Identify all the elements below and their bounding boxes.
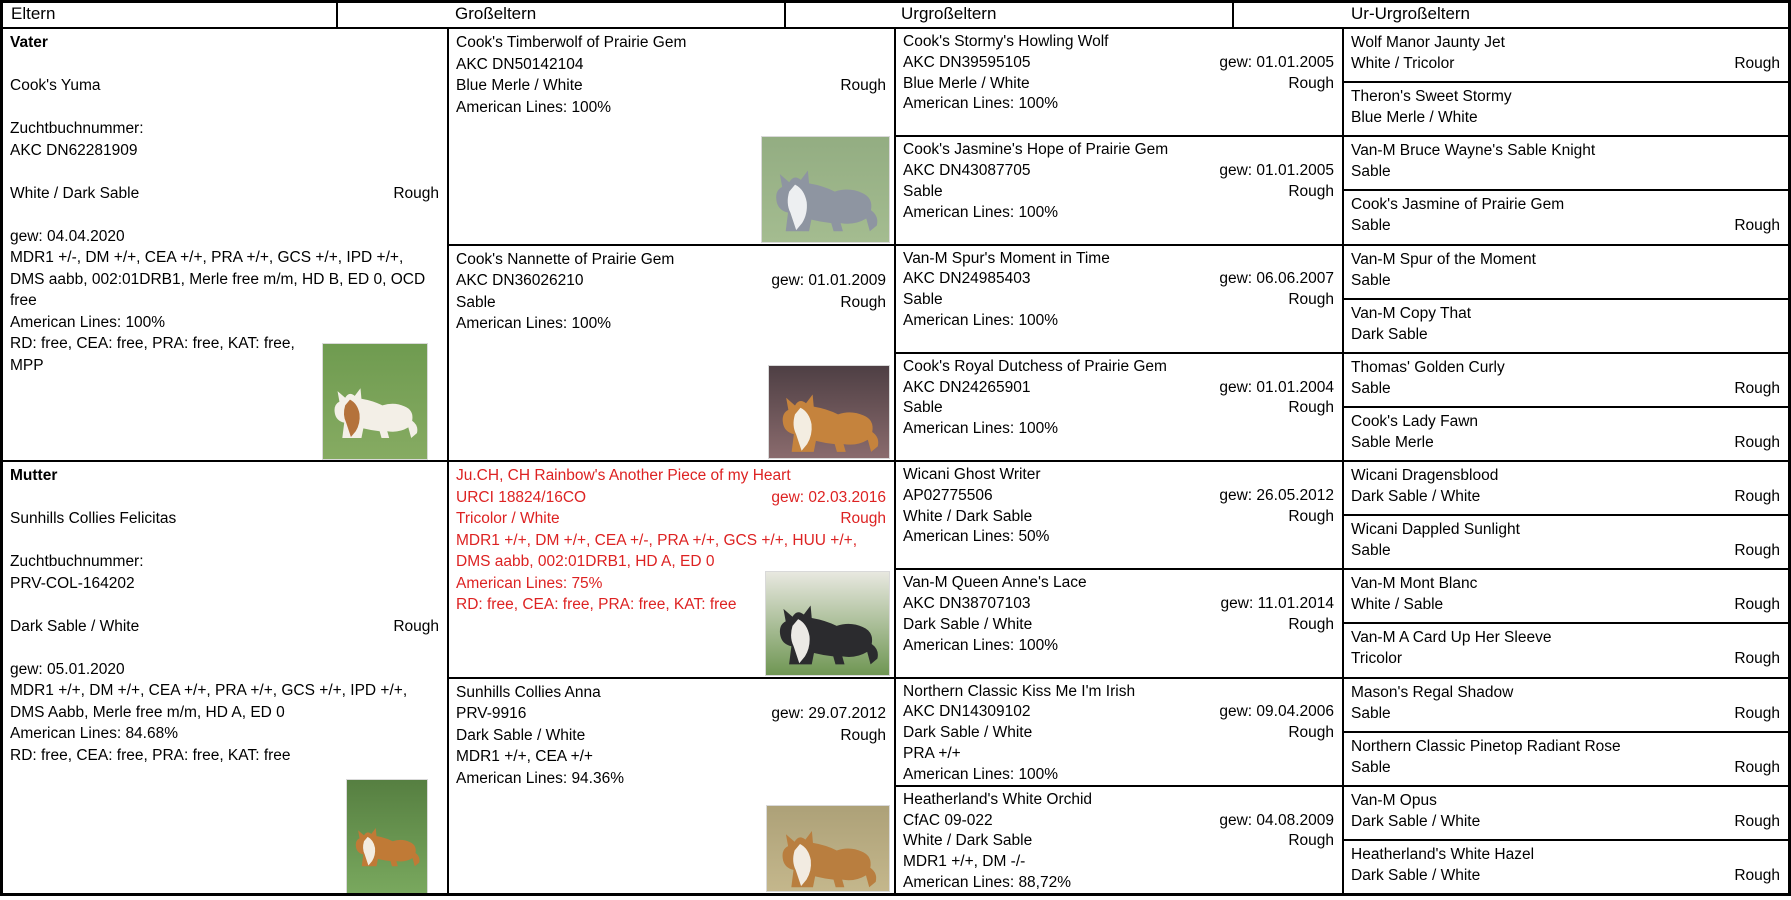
coat-color: Dark Sable / White	[456, 726, 586, 744]
dog-name: Van-M Spur of the Moment	[1351, 250, 1536, 268]
coat-type: Rough	[1734, 866, 1780, 884]
great-great-grandparent-cell	[1344, 29, 1788, 83]
column-eltern	[3, 29, 449, 893]
american-lines: American Lines: 100%	[903, 420, 1059, 438]
coat-type: Rough	[1288, 399, 1334, 417]
spacer	[10, 487, 439, 509]
column-header-urgrosseltern: Urgroßeltern	[901, 4, 997, 23]
grandparent-cell	[449, 246, 894, 463]
spacer	[10, 54, 439, 76]
coat-color: Sable	[903, 291, 943, 309]
header-divider	[336, 3, 338, 27]
coat-type: Rough	[1734, 379, 1780, 397]
dog-name: Van-M Opus	[1351, 791, 1437, 809]
american-lines: American Lines: 75%	[456, 574, 603, 592]
coat-color: Sable	[903, 182, 943, 200]
registration-number: AKC DN24985403	[903, 270, 1031, 288]
coat-color: Sable	[1351, 704, 1391, 722]
registration-number: AKC DN38707103	[903, 595, 1031, 613]
coat-color: White / Dark Sable	[10, 184, 140, 202]
dog-name: Van-M Spur's Moment in Time	[903, 249, 1110, 267]
american-lines: American Lines: 84.68%	[10, 725, 179, 742]
coat-type: Rough	[1734, 758, 1780, 776]
health-tests: MDR1 +/+, DM +/+, CEA +/+, PRA +/+, GCS +/+, IPD +/+, DMS Aabb, Merle free m/m, HD A, ED 0	[10, 682, 408, 721]
birth-date: gew: 01.01.2005	[1219, 53, 1334, 71]
coat-color: Sable	[1351, 217, 1391, 235]
health-tests: MDR1 +/-, DM +/+, CEA +/+, PRA +/+, GCS +/+, IPD +/+, DMS aabb, 002:01DRB1, Merle free m/m, HD B, ED 0, OCD free	[10, 249, 426, 309]
american-lines: American Lines: 100%	[10, 313, 166, 331]
american-lines: American Lines: 100%	[903, 311, 1059, 329]
coat-color: Sable	[456, 293, 496, 311]
coat-type: Rough	[840, 293, 886, 311]
coat-color: Dark Sable / White	[10, 617, 140, 635]
coat-color: Sable	[1351, 379, 1391, 397]
birth-date: gew: 09.04.2006	[1219, 703, 1334, 721]
spacer	[10, 530, 439, 552]
dog-photo	[762, 137, 889, 242]
eye-tests: RD: free, CEA: free, PRA: free, KAT: free, MPP	[10, 335, 295, 374]
coat-color: Sable	[1351, 163, 1391, 181]
great-great-grandparent-cell	[1344, 679, 1788, 733]
registration-number: AKC DN62281909	[10, 141, 138, 159]
header-divider	[784, 3, 786, 27]
american-lines: American Lines: 100%	[903, 765, 1059, 783]
birth-date: gew: 11.01.2014	[1220, 595, 1334, 613]
great-grandparent-cell	[896, 137, 1342, 245]
eye-tests: RD: free, CEA: free, PRA: free, KAT: free	[456, 596, 737, 613]
american-lines: American Lines: 88,72%	[903, 873, 1072, 891]
birth-date: gew: 05.01.2020	[10, 660, 125, 678]
coat-type: Rough	[1734, 704, 1780, 722]
dog-name: Ju.CH, CH Rainbow's Another Piece of my Heart	[456, 467, 791, 484]
great-great-grandparent-cell	[1344, 83, 1788, 137]
registration-number: AP02775506	[903, 486, 993, 504]
dog-name: Northern Classic Pinetop Radiant Rose	[1351, 737, 1621, 755]
dog-photo	[769, 366, 889, 458]
birth-date: gew: 01.01.2005	[1219, 162, 1334, 180]
dog-name: Heatherland's White Hazel	[1351, 845, 1535, 863]
coat-type: Rough	[840, 77, 886, 94]
coat-type: Rough	[1734, 55, 1780, 72]
coat-type: Rough	[840, 726, 886, 744]
dog-name: Mason's Regal Shadow	[1351, 683, 1514, 701]
coat-color: Sable	[1351, 271, 1391, 289]
great-great-grandparent-cell	[1344, 137, 1788, 191]
american-lines: American Lines: 100%	[903, 95, 1059, 113]
dog-name: Cook's Nannette of Prairie Gem	[456, 250, 675, 268]
coat-color: White / Dark Sable	[903, 832, 1033, 850]
american-lines: American Lines: 94.36%	[456, 769, 625, 787]
dog-name: Wicani Ghost Writer	[903, 466, 1041, 483]
dog-name: Van-M Bruce Wayne's Sable Knight	[1351, 142, 1596, 160]
coat-color: Dark Sable / White	[1351, 812, 1481, 830]
health-tests: MDR1 +/+, DM -/-	[903, 853, 1026, 871]
studbook-label: Zuchtbuchnummer:	[10, 553, 144, 570]
dog-photo	[347, 780, 427, 893]
coat-type: Rough	[1288, 724, 1334, 742]
eye-tests: RD: free, CEA: free, PRA: free, KAT: free	[10, 746, 291, 764]
great-grandparent-cell	[896, 570, 1342, 678]
coat-type: Rough	[840, 510, 886, 527]
coat-type: Rough	[1734, 217, 1780, 235]
health-tests: MDR1 +/+, CEA +/+	[456, 748, 593, 765]
dog-photo	[323, 344, 427, 459]
parent-role-label: Mutter	[10, 467, 58, 484]
dog-name: Van-M A Card Up Her Sleeve	[1351, 629, 1552, 647]
great-great-grandparent-cell	[1344, 787, 1788, 841]
registration-number: CfAC 09-022	[903, 811, 993, 829]
dog-name: Cook's Yuma	[10, 77, 101, 94]
coat-color: Tricolor	[1351, 650, 1403, 668]
coat-type: Rough	[1288, 182, 1334, 200]
birth-date: gew: 06.06.2007	[1219, 270, 1334, 288]
birth-date: gew: 29.07.2012	[771, 705, 886, 722]
grandparent-cell	[449, 29, 894, 246]
coat-color: Blue Merle / White	[1351, 109, 1478, 127]
great-great-grandparent-cell	[1344, 570, 1788, 624]
coat-type: Rough	[393, 184, 439, 202]
coat-color: Dark Sable / White	[1351, 866, 1481, 884]
dog-name: Cook's Royal Dutchess of Prairie Gem	[903, 357, 1167, 375]
american-lines: American Lines: 100%	[456, 98, 612, 116]
american-lines: American Lines: 100%	[903, 203, 1059, 221]
birth-date: gew: 04.08.2009	[1219, 811, 1334, 829]
coat-color: Blue Merle / White	[903, 74, 1030, 92]
dog-name: Sunhills Collies Anna	[456, 683, 601, 701]
spacer	[10, 97, 439, 119]
coat-color: Sable	[1351, 758, 1391, 776]
mutter-cell	[3, 462, 447, 893]
coat-color: Dark Sable / White	[1351, 488, 1481, 505]
column-ur-urgrosseltern	[1344, 29, 1788, 893]
registration-number: PRV-9916	[456, 705, 527, 722]
dog-name: Cook's Lady Fawn	[1351, 412, 1479, 430]
coat-type: Rough	[1288, 507, 1334, 525]
great-great-grandparent-cell	[1344, 841, 1788, 893]
birth-date: gew: 04.04.2020	[10, 227, 125, 245]
dog-name: Thomas' Golden Curly	[1351, 358, 1505, 376]
birth-date: gew: 01.01.2004	[1219, 378, 1334, 396]
dog-name: Theron's Sweet Stormy	[1351, 88, 1512, 106]
pedigree-columns	[3, 29, 1788, 893]
dog-name: Wolf Manor Jaunty Jet	[1351, 34, 1505, 51]
dog-name: Wicani Dappled Sunlight	[1351, 521, 1520, 539]
birth-date: gew: 26.05.2012	[1219, 486, 1334, 504]
coat-type: Rough	[1288, 291, 1334, 309]
column-urgrosseltern	[896, 29, 1344, 893]
american-lines: American Lines: 100%	[903, 636, 1059, 654]
column-header-grosseltern: Großeltern	[455, 4, 537, 23]
coat-type: Rough	[1734, 488, 1780, 505]
great-great-grandparent-cell	[1344, 624, 1788, 678]
coat-type: Rough	[1734, 650, 1780, 668]
registration-number: AKC DN36026210	[456, 272, 584, 289]
dog-name: Cook's Stormy's Howling Wolf	[903, 33, 1109, 50]
coat-type: Rough	[1734, 812, 1780, 830]
american-lines: American Lines: 100%	[456, 315, 612, 332]
coat-color: Dark Sable	[1351, 325, 1428, 343]
column-header-eltern: Eltern	[11, 4, 56, 23]
coat-type: Rough	[393, 617, 439, 635]
coat-color: White / Sable	[1351, 596, 1444, 614]
dog-name: Cook's Jasmine of Prairie Gem	[1351, 196, 1565, 214]
coat-color: White / Tricolor	[1351, 55, 1455, 72]
great-grandparent-cell	[896, 679, 1342, 787]
great-grandparent-cell	[896, 354, 1342, 462]
dog-name: Sunhills Collies Felicitas	[10, 510, 177, 527]
coat-type: Rough	[1288, 615, 1334, 633]
header-divider	[1232, 3, 1234, 27]
birth-date: gew: 02.03.2016	[771, 488, 886, 506]
column-grosseltern	[449, 29, 896, 893]
health-tests: PRA +/+	[903, 744, 961, 762]
great-great-grandparent-cell	[1344, 246, 1788, 300]
coat-color: Dark Sable / White	[903, 615, 1033, 633]
dog-name: Van-M Mont Blanc	[1351, 575, 1478, 593]
dog-name: Cook's Jasmine's Hope of Prairie Gem	[903, 141, 1169, 159]
registration-number: AKC DN14309102	[903, 703, 1031, 721]
studbook-label: Zuchtbuchnummer:	[10, 120, 144, 137]
coat-color: Sable Merle	[1351, 433, 1434, 451]
coat-color: Sable	[1351, 542, 1391, 560]
health-tests: MDR1 +/+, DM +/+, CEA +/-, PRA +/+, GCS +/+, HUU +/+, DMS aabb, 002:01DRB1, HD A, ED 0	[456, 531, 858, 570]
great-great-grandparent-cell	[1344, 408, 1788, 462]
great-great-grandparent-cell	[1344, 516, 1788, 570]
coat-color: Blue Merle / White	[456, 77, 583, 94]
dog-name: Northern Classic Kiss Me I'm Irish	[903, 682, 1136, 700]
dog-photo	[767, 806, 889, 891]
registration-number: URCI 18824/16CO	[456, 488, 587, 506]
spacer	[10, 204, 439, 226]
coat-type: Rough	[1734, 596, 1780, 614]
coat-type: Rough	[1288, 832, 1334, 850]
coat-color: White / Dark Sable	[903, 507, 1033, 525]
registration-number: AKC DN24265901	[903, 378, 1031, 396]
great-grandparent-cell	[896, 246, 1342, 354]
spacer	[10, 161, 439, 183]
great-great-grandparent-cell	[1344, 191, 1788, 245]
coat-color: Tricolor / White	[456, 510, 560, 527]
great-grandparent-cell	[896, 462, 1342, 570]
coat-type: Rough	[1734, 433, 1780, 451]
great-great-grandparent-cell	[1344, 354, 1788, 408]
generation-header-row	[3, 3, 1788, 29]
parent-role-label: Vater	[10, 34, 48, 51]
registration-number: AKC DN50142104	[456, 55, 584, 73]
dog-name: Van-M Copy That	[1351, 304, 1472, 322]
great-grandparent-cell	[896, 787, 1342, 893]
dog-name: Van-M Queen Anne's Lace	[903, 574, 1087, 592]
great-great-grandparent-cell	[1344, 300, 1788, 354]
coat-type: Rough	[1734, 542, 1780, 560]
registration-number: AKC DN39595105	[903, 53, 1031, 71]
grandparent-cell-highlighted	[449, 462, 894, 679]
great-great-grandparent-cell	[1344, 733, 1788, 787]
grandparent-cell	[449, 679, 894, 894]
vater-cell	[3, 29, 447, 462]
great-great-grandparent-cell	[1344, 462, 1788, 516]
dog-name: Wicani Dragensblood	[1351, 467, 1499, 484]
spacer	[10, 594, 439, 616]
spacer	[10, 637, 439, 659]
coat-type: Rough	[1288, 74, 1334, 92]
dog-name: Cook's Timberwolf of Prairie Gem	[456, 34, 687, 51]
coat-color: Dark Sable / White	[903, 724, 1033, 742]
column-header-ur-urgrosseltern: Ur-Urgroßeltern	[1351, 4, 1471, 23]
great-grandparent-cell	[896, 29, 1342, 137]
dog-photo	[766, 572, 889, 675]
birth-date: gew: 01.01.2009	[771, 272, 886, 289]
registration-number: AKC DN43087705	[903, 162, 1031, 180]
dog-name: Heatherland's White Orchid	[903, 790, 1093, 808]
registration-number: PRV-COL-164202	[10, 574, 135, 592]
coat-color: Sable	[903, 399, 943, 417]
american-lines: American Lines: 50%	[903, 528, 1050, 546]
